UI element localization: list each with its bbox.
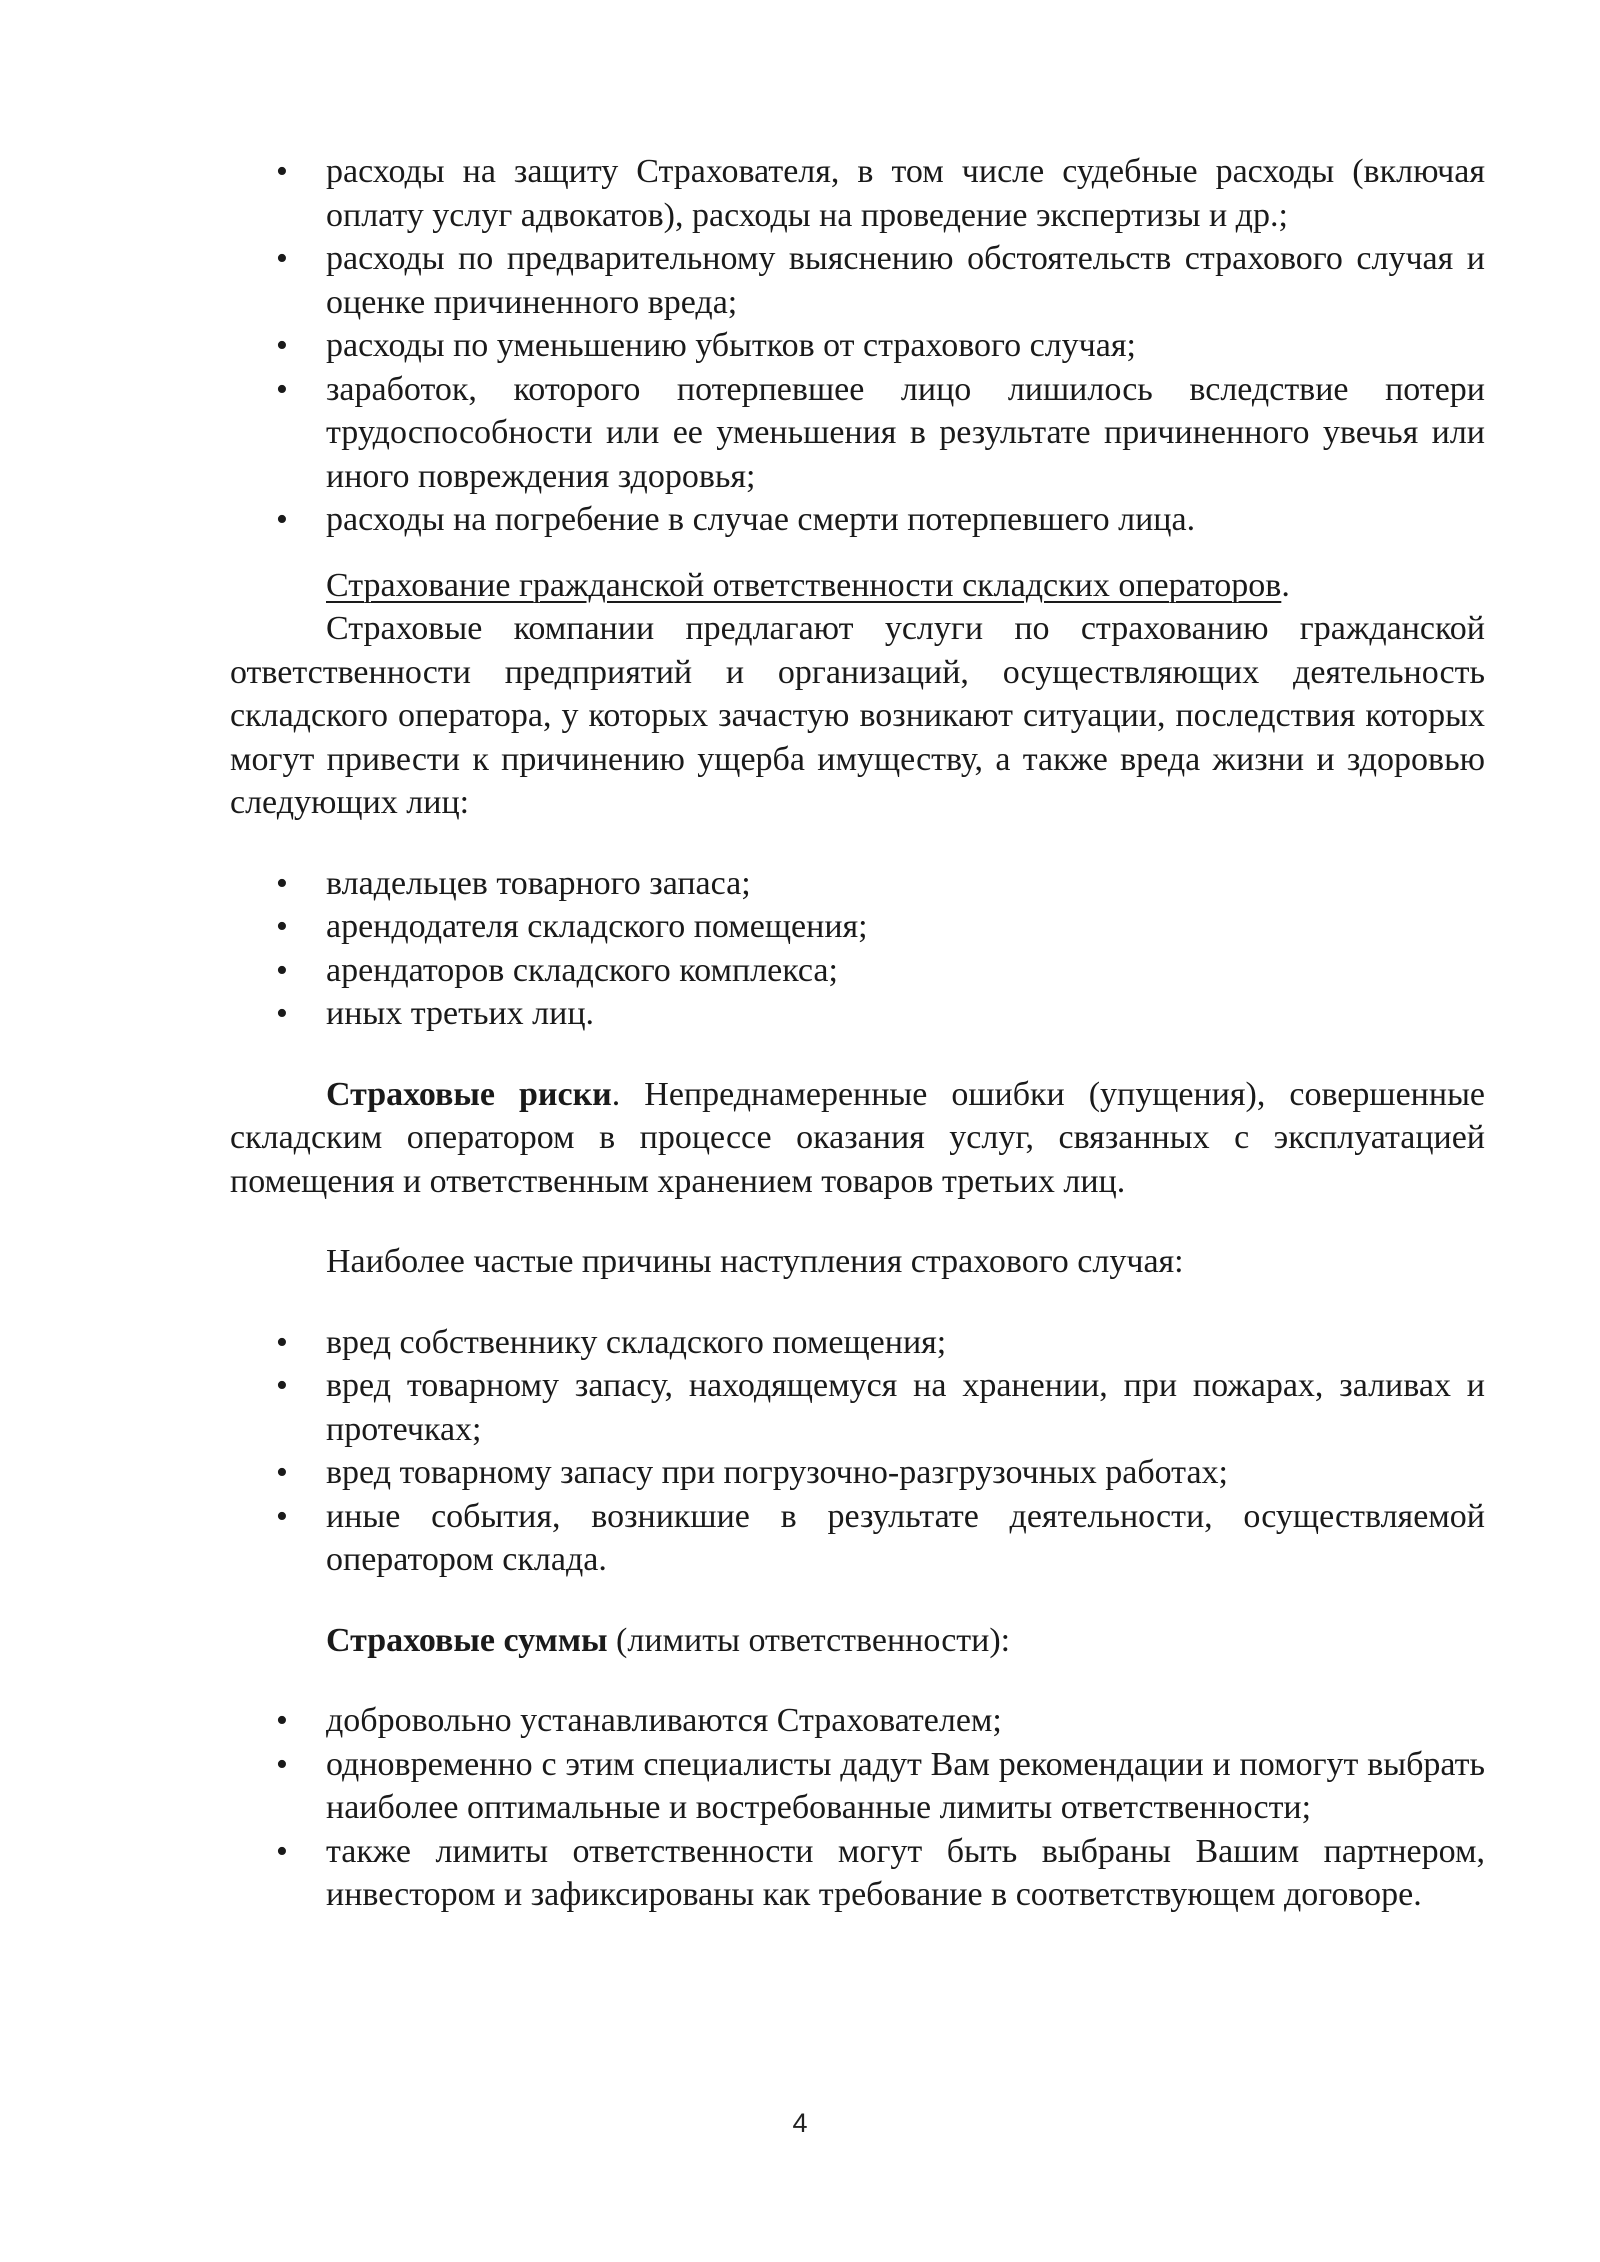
limits-list <box>230 1699 1485 1917</box>
list-item: • заработок, которого потерпевшее лицо лишилось вследствие потери трудоспособности или ее уменьшения в результате причиненного увечья или иного повреждения здоровья; <box>326 368 1485 499</box>
list-item: • одновременно с этим специалисты дадут Вам рекомендации и помогут выбрать наиболее оптимальные и востребованные лимиты ответственности; <box>326 1743 1485 1830</box>
list-item: • вред собственнику складского помещения; <box>326 1321 1485 1365</box>
list-item: • вред товарному запасу при погрузочно-разгрузочных работах; <box>326 1451 1485 1495</box>
sums-text: (лимиты ответственности): <box>607 1621 1011 1659</box>
sums-paragraph <box>230 1619 1485 1663</box>
list-item: • арендодателя складского помещения; <box>326 905 1485 949</box>
coverage-list <box>230 150 1485 542</box>
section-heading-text: Страхование гражданской ответственности складских операторов <box>326 566 1282 604</box>
third-parties-list <box>230 862 1485 1036</box>
risks-text: Непреднамеренные ошибки (упущения), совершенные складским оператором в процессе оказания услуг, связанных с эксплуатацией помещения и ответственным хранением товаров третьих лиц. <box>230 1075 1485 1200</box>
list-item: • расходы по предварительному выяснению обстоятельств страхового случая и оценке причиненного вреда; <box>326 237 1485 324</box>
causes-heading: Наиболее частые причины наступления страхового случая: <box>326 1243 1184 1280</box>
causes-list <box>230 1321 1485 1582</box>
list-item: • вред товарному запасу, находящемуся на хранении, при пожарах, заливах и протечках; <box>326 1364 1485 1451</box>
intro-paragraph: Страховые компании предлагают услуги по страхованию гражданской ответственности предприятий и организаций, осуществляющих деятельность складского оператора, у которых зачастую возникают ситуации, последствия которых могут привести к причинению ущерба имуществу, а также вреда жизни и здоровью следующих лиц: <box>230 610 1485 821</box>
list-item: • иных третьих лиц. <box>326 992 1485 1036</box>
section-heading-period: . <box>1281 566 1290 604</box>
list-item: • иные события, возникшие в результате деятельности, осуществляемой оператором склада. <box>326 1495 1485 1582</box>
risks-paragraph <box>230 1073 1485 1204</box>
list-item: • расходы на погребение в случае смерти потерпевшего лица. <box>326 498 1485 542</box>
page-number: 4 <box>792 2108 808 2138</box>
risks-separator: . <box>611 1075 645 1113</box>
list-item: • расходы по уменьшению убытков от страхового случая; <box>326 324 1485 368</box>
risks-label: Страховые риски <box>326 1075 612 1113</box>
sums-label: Страховые суммы <box>326 1621 608 1659</box>
section-heading <box>230 564 1485 608</box>
list-item: • арендаторов складского комплекса; <box>326 949 1485 993</box>
list-item: • добровольно устанавливаются Страхователем; <box>326 1699 1485 1743</box>
list-item: • владельцев товарного запаса; <box>326 862 1485 906</box>
list-item: • также лимиты ответственности могут быть выбраны Вашим партнером, инвестором и зафиксированы как требование в соответствующем договоре. <box>326 1830 1485 1917</box>
document-page <box>230 150 1485 1917</box>
list-item: • расходы на защиту Страхователя, в том числе судебные расходы (включая оплату услуг адвокатов), расходы на проведение экспертизы и др.; <box>326 150 1485 237</box>
